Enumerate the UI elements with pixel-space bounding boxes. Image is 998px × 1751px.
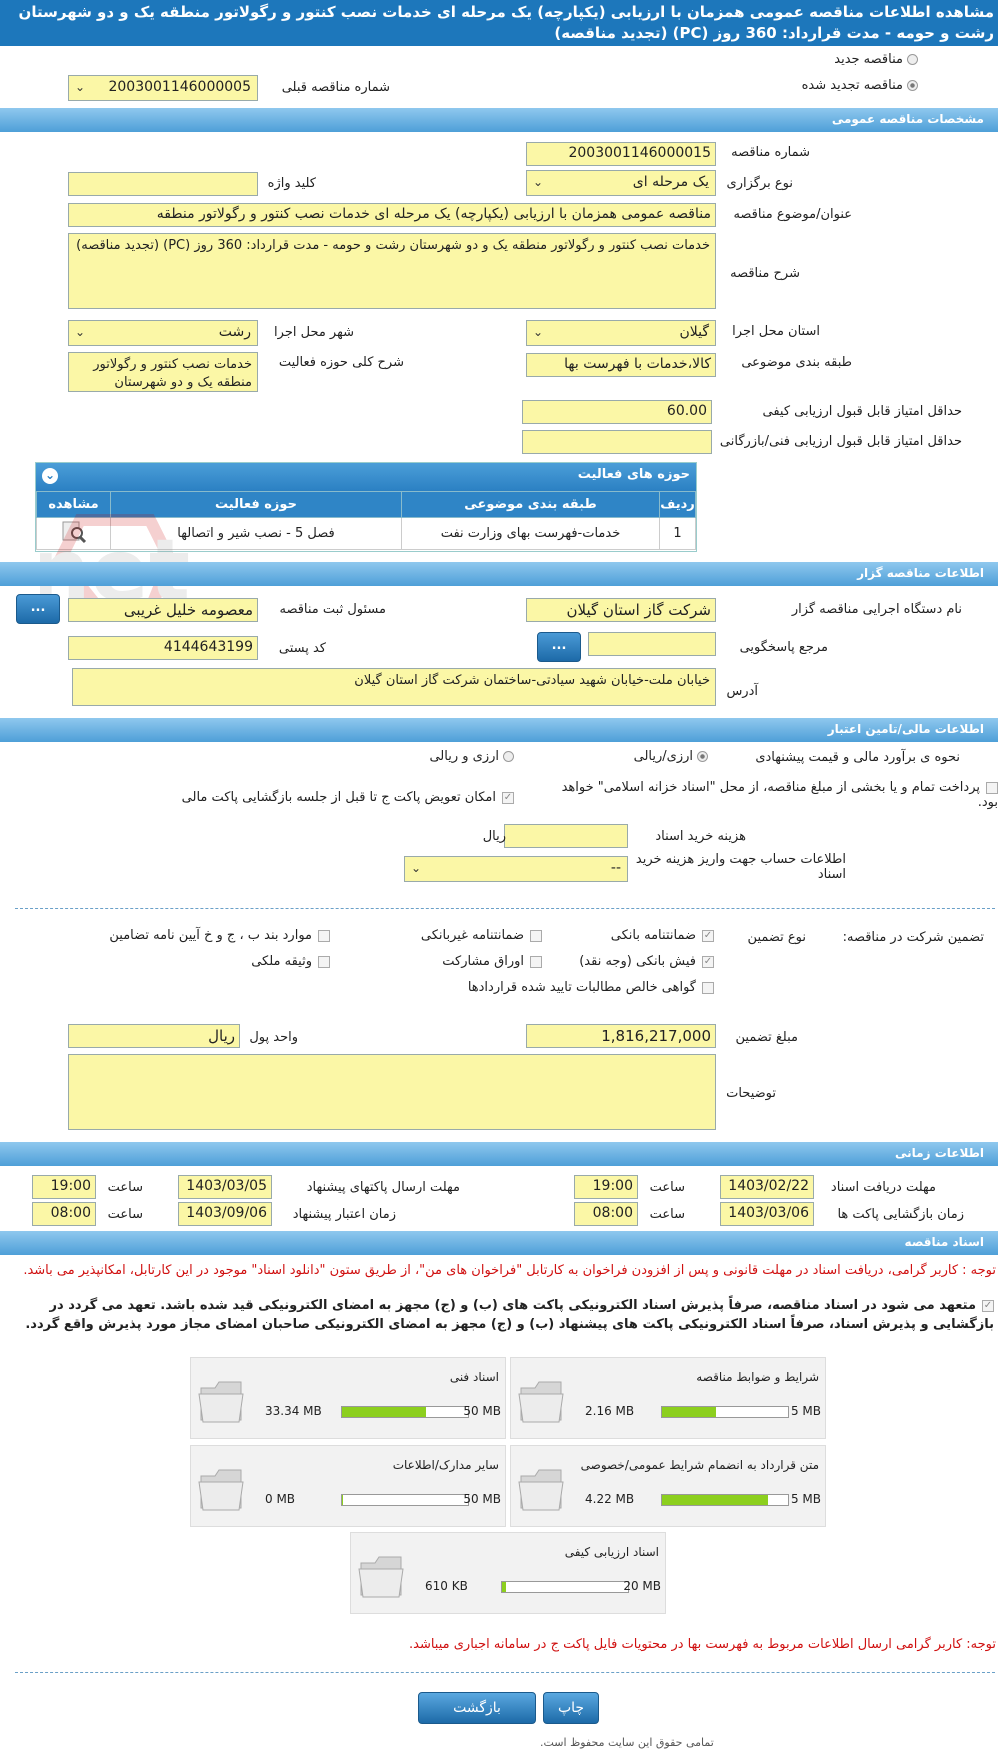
amount-field[interactable]: 1,816,217,000 <box>526 1024 716 1048</box>
chevron-down-icon: ⌄ <box>75 325 86 339</box>
send-label: مهلت ارسال پاکتهای پیشنهاد <box>306 1180 460 1195</box>
subject-field[interactable]: مناقصه عمومی همزمان با ارزیابی (یکپارچه) یک مرحله ای خدمات نصب کنتور و رگولاتور منطقه <box>68 203 716 227</box>
doc-title: اسناد فنی <box>449 1370 499 1384</box>
category-label: طبقه بندی موضوعی <box>741 355 852 370</box>
renewed-tender-radio[interactable] <box>802 78 918 93</box>
officer-field[interactable]: معصومه خلیل غریبی <box>68 598 258 622</box>
row-category: خدمات-فهرست بهای وزارت نفت <box>402 518 660 550</box>
doc-usage-fill <box>342 1407 426 1417</box>
footer-copyright: تمامی حقوق این سایت محفوظ است. <box>540 1736 714 1749</box>
currency-and-rial-radio[interactable] <box>429 749 514 764</box>
min-quality-label: حداقل امتیاز قابل قبول ارزیابی کیفی <box>762 404 962 419</box>
opt-label: گواهی خالص مطالبات تایید شده قراردادها <box>467 980 696 995</box>
doc-used: 610 KB <box>425 1579 468 1593</box>
city-label: شهر محل اجرا <box>274 325 354 340</box>
keyword-field[interactable] <box>68 172 258 196</box>
folder-icon <box>197 1374 245 1426</box>
province-select[interactable] <box>526 320 716 346</box>
rial-label: ریال <box>482 829 506 844</box>
opt-claims-cert[interactable] <box>468 980 714 995</box>
min-quality-field[interactable]: 60.00 <box>522 400 712 424</box>
guarantee-type-label: نوع تضمین <box>747 930 806 945</box>
opt-label: موارد بند ب ، ج و خ آیین نامه تضامین <box>109 928 312 943</box>
col-index: ردیف <box>660 492 696 518</box>
doc-usage-fill <box>342 1495 343 1505</box>
doc-used: 0 MB <box>265 1492 296 1506</box>
opt-label: فیش بانکی (وجه نقد) <box>579 954 696 969</box>
opt-cash-receipt[interactable] <box>579 954 714 969</box>
checkbox-icon: ✓ <box>703 929 713 941</box>
chevron-down-icon: ⌄ <box>533 175 544 189</box>
postal-label: کد پستی <box>278 641 326 656</box>
radio-icon <box>697 751 708 762</box>
opt-bank-guarantee[interactable] <box>611 928 714 943</box>
commit-text: متعهد می شود در اسناد مناقصه، صرفاً پذیرش اسناد الکترونیکی پاکت های (ب) و (ج) مجهز به امضای الکترونیکی قید شده باشد. تعهد می گردد در بازگشایی و پذیرش اسناد، صرفاً اسناد الکترونیکی پاکت های پیشنهاد (ب) و (ج) مجهز به امضای الکترونیکی صاحبان امضای مجاز مورد پذیرش واقع گردد. <box>25 1298 994 1332</box>
doc-usage-fill <box>502 1582 506 1592</box>
send-time-field[interactable]: 19:00 <box>32 1175 96 1199</box>
doc-used: 33.34 MB <box>265 1404 322 1418</box>
checkbox-icon <box>530 930 542 942</box>
rial-currency-radio[interactable] <box>634 749 708 764</box>
commit-checkbox[interactable] <box>4 1296 994 1334</box>
chevron-down-icon: ⌄ <box>411 861 422 875</box>
officer-label: مسئول ثبت مناقصه <box>279 602 386 617</box>
docs-note: توجه : کاربر گرامی، دریافت اسناد در مهلت قانونی و پس از افزودن فراخوان به کارتابل "فراخوان های من"، از طریق ستون "دانلود اسناد" موجود در این کارتابل، امکانپذیر می باشد. <box>23 1263 996 1278</box>
checkbox-icon <box>702 982 714 994</box>
account-select[interactable] <box>404 856 628 882</box>
folder-icon <box>357 1549 405 1601</box>
divider <box>15 908 995 909</box>
doc-used: 4.22 MB <box>585 1492 635 1506</box>
opt-label: ضمانتنامه غیربانکی <box>420 928 524 943</box>
doc-card-technical[interactable] <box>190 1357 506 1439</box>
checkbox-icon: ✓ <box>703 955 713 967</box>
opt-nonbank-guarantee[interactable] <box>421 928 542 943</box>
time-label: ساعت <box>107 1207 143 1222</box>
send-date-field[interactable]: 1403/03/05 <box>178 1175 272 1199</box>
doc-usage-fill <box>662 1407 716 1417</box>
open-date-field[interactable]: 1403/03/06 <box>720 1202 814 1226</box>
price-list-note: توجه: کاربر گرامی ارسال اطلاعات مربوط به فهرست بها در محتویات فایل پاکت ج در سامانه اجباری میباشد. <box>409 1637 996 1652</box>
doc-fee-label: هزینه خرید اسناد <box>655 829 746 844</box>
desc-label: شرح مناقصه <box>730 266 800 281</box>
back-button[interactable]: بازگشت <box>418 1692 536 1724</box>
treasury-text: پرداخت تمام و یا بخشی از مبلغ مناقصه، از محل "اسناد خزانه اسلامی" خواهد بود. <box>561 780 998 810</box>
treasury-checkbox[interactable] <box>542 780 998 810</box>
checkbox-icon: ✓ <box>983 1299 993 1311</box>
category-field[interactable]: کالا،خدمات با فهرست بها <box>526 353 716 377</box>
org-field[interactable]: شرکت گاز استان گیلان <box>526 598 716 622</box>
tender-number-field[interactable]: 2003001146000015 <box>526 142 716 166</box>
receive-label: مهلت دریافت اسناد <box>830 1180 936 1195</box>
number-label: شماره مناقصه <box>731 145 810 160</box>
doc-title: شرایط و ضوابط مناقصه <box>696 1370 819 1384</box>
checkbox-icon <box>986 782 998 794</box>
doc-card-quality[interactable] <box>350 1532 666 1614</box>
account-value: -- <box>610 860 621 876</box>
doc-used: 2.16 MB <box>585 1404 635 1418</box>
open-label: زمان بازگشایی پاکت ها <box>837 1207 964 1222</box>
doc-usage-bar <box>501 1581 629 1593</box>
doc-card-contract[interactable] <box>510 1445 826 1527</box>
rial-currency-label: ارزی/ریالی <box>633 749 693 764</box>
opt-label: ضمانتنامه بانکی <box>610 928 696 943</box>
province-value: گیلان <box>679 324 709 340</box>
doc-usage-bar <box>661 1406 789 1418</box>
guarantee-label: تضمین شرکت در مناقصه: <box>842 930 984 945</box>
prev-number-select[interactable] <box>68 75 258 101</box>
city-select[interactable] <box>68 320 258 346</box>
unit-label: واحد پول <box>249 1030 298 1045</box>
doc-max: 5 MB <box>790 1492 821 1506</box>
amount-label: مبلغ تضمین <box>735 1030 798 1045</box>
doc-card-terms[interactable] <box>510 1357 826 1439</box>
city-value: رشت <box>218 324 251 340</box>
opt-bonds[interactable] <box>442 954 542 969</box>
prev-number-value: 2003001146000005 <box>108 79 251 95</box>
timing-section-header: اطلاعات زمانی <box>0 1142 998 1166</box>
divider <box>15 1672 995 1673</box>
province-label: استان محل اجرا <box>732 324 820 339</box>
org-label: نام دستگاه اجرایی مناقصه گزار <box>791 602 962 617</box>
new-tender-label: مناقصه جدید <box>834 52 903 67</box>
finance-section-header: اطلاعات مالی/تامین اعتبار <box>0 718 998 742</box>
valid-label: زمان اعتبار پیشنهاد <box>292 1207 396 1222</box>
checkbox-icon <box>318 930 330 942</box>
doc-title: سایر مدارک/اطلاعات <box>392 1458 499 1472</box>
doc-usage-bar <box>661 1494 789 1506</box>
doc-card-other[interactable] <box>190 1445 506 1527</box>
activities-grid-header <box>36 463 696 491</box>
chevron-down-icon: ⌄ <box>533 325 544 339</box>
doc-usage-bar <box>341 1406 469 1418</box>
keyword-label: کلید واژه <box>267 176 316 191</box>
doc-max: 5 MB <box>790 1404 821 1418</box>
receive-date-field[interactable]: 1403/02/22 <box>720 1175 814 1199</box>
account-label: اطلاعات حساب جهت واریز هزینه خرید اسناد <box>635 852 846 882</box>
receive-time-field[interactable]: 19:00 <box>574 1175 638 1199</box>
doc-fee-field[interactable] <box>504 824 628 848</box>
opt-label: وثیقه ملکی <box>251 954 312 969</box>
col-field: حوزه فعالیت <box>111 492 402 518</box>
doc-title: متن قرارداد به انضمام شرایط عمومی/خصوصی <box>580 1458 819 1472</box>
min-tech-field[interactable] <box>522 430 712 454</box>
address-field[interactable]: خیابان ملت-خیابان شهید سیادتی-ساختمان شرکت گاز استان گیلان <box>72 668 716 706</box>
subject-label: عنوان/موضوع مناقصه <box>733 207 852 222</box>
page-title: مشاهده اطلاعات مناقصه عمومی همزمان با ارزیابی (یکپارچه) یک مرحله ای خدمات نصب کنتور و رگولاتور منطقه یک و دو شهرستان رشت و حومه - مدت قرارداد: 360 روز (PC) (تجدید مناقصه) <box>0 0 998 46</box>
valid-time-field[interactable]: 08:00 <box>32 1202 96 1226</box>
row-field: فصل 5 - نصب شیر و اتصالها <box>111 518 402 550</box>
radio-icon <box>503 751 514 762</box>
renewed-tender-label: مناقصه تجدید شده <box>801 78 903 93</box>
opt-property[interactable] <box>251 954 330 969</box>
doc-usage-bar <box>341 1494 469 1506</box>
notes-field[interactable] <box>68 1054 716 1130</box>
radio-icon <box>907 54 918 65</box>
folder-icon <box>197 1462 245 1514</box>
min-tech-label: حداقل امتیاز قابل قبول ارزیابی فنی/بازرگانی <box>719 434 962 449</box>
type-select[interactable] <box>526 170 716 196</box>
folder-icon <box>517 1374 565 1426</box>
estimate-label: نحوه ی برآورد مالی و قیمت پیشنهادی <box>755 750 960 765</box>
ref-label: مرجع پاسخگویی <box>739 640 828 655</box>
time-label: ساعت <box>649 1180 685 1195</box>
collapse-icon[interactable]: ⌄ <box>42 468 58 484</box>
ref-lookup-button[interactable]: ... <box>537 632 581 662</box>
general-section-header: مشخصات مناقصه عمومی <box>0 108 998 132</box>
opt-regulation-items[interactable] <box>109 928 330 943</box>
swap-checkbox[interactable] <box>182 790 514 805</box>
chevron-down-icon: ⌄ <box>75 80 86 94</box>
checkbox-icon <box>318 956 330 968</box>
postal-field[interactable]: 4144643199 <box>68 636 258 660</box>
open-time-field[interactable]: 08:00 <box>574 1202 638 1226</box>
desc-field[interactable]: خدمات نصب کنتور و رگولاتور منطقه یک و دو شهرستان رشت و حومه - مدت قرارداد: 360 روز (PC) (تجدید مناقصه) <box>68 233 716 309</box>
prev-number-label: شماره مناقصه قبلی <box>281 80 390 95</box>
activities-title: حوزه های فعالیت <box>577 467 690 482</box>
notes-label: توضیحات <box>726 1086 776 1101</box>
unit-field[interactable]: ریال <box>68 1024 240 1048</box>
col-view: مشاهده <box>37 492 111 518</box>
currency-and-rial-label: ارزی و ریالی <box>429 749 499 764</box>
doc-usage-fill <box>662 1495 768 1505</box>
swap-text: امکان تعویض پاکت ج تا قبل از جلسه بازگشایی پاکت مالی <box>181 790 496 805</box>
valid-date-field[interactable]: 1403/09/06 <box>178 1202 272 1226</box>
row-index: 1 <box>660 518 696 550</box>
doc-max: 50 MB <box>463 1492 501 1506</box>
ref-field[interactable] <box>588 632 716 656</box>
scope-label: شرح کلی حوزه فعالیت <box>278 355 404 370</box>
checkbox-icon <box>530 956 542 968</box>
scope-field[interactable]: خدمات نصب کنتور و رگولاتور منطقه یک و دو شهرستان <box>68 352 258 392</box>
checkbox-icon: ✓ <box>503 791 513 803</box>
radio-icon <box>907 80 918 91</box>
organizer-section-header: اطلاعات مناقصه گزار <box>0 562 998 586</box>
col-category: طبقه بندی موضوعی <box>402 492 660 518</box>
doc-title: اسناد ارزیابی کیفی <box>564 1545 659 1559</box>
type-value: یک مرحله ای <box>632 174 709 190</box>
doc-max: 50 MB <box>463 1404 501 1418</box>
time-label: ساعت <box>107 1180 143 1195</box>
type-label: نوع برگزاری <box>726 176 793 191</box>
time-label: ساعت <box>649 1207 685 1222</box>
officer-lookup-button[interactable]: ... <box>16 594 60 624</box>
print-button[interactable]: چاپ <box>543 1692 599 1724</box>
opt-label: اوراق مشارکت <box>442 954 524 969</box>
address-label: آدرس <box>726 684 758 699</box>
new-tender-radio[interactable] <box>834 52 918 67</box>
folder-icon <box>517 1462 565 1514</box>
docs-section-header: اسناد مناقصه <box>0 1231 998 1255</box>
doc-max: 20 MB <box>623 1579 661 1593</box>
